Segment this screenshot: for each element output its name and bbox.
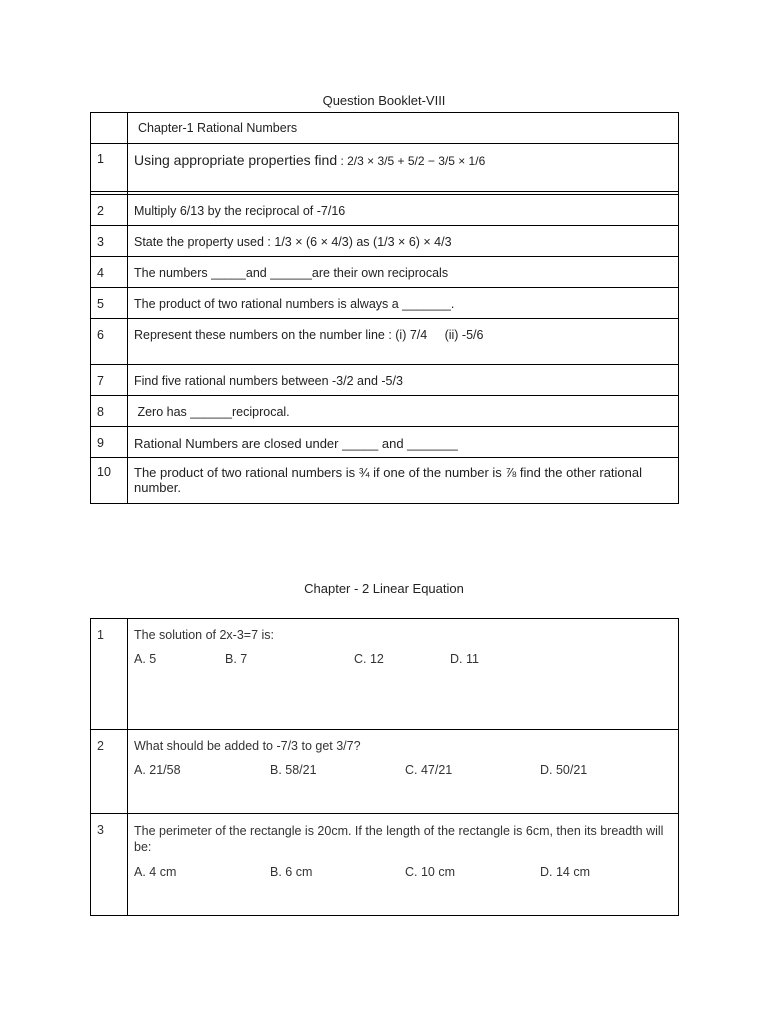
question-number: 1 [91,619,128,730]
header-num-cell [91,113,128,144]
question-text: The perimeter of the rectangle is 20cm. If the length of the rectangle is 6cm, then its breadth will be: [134,824,664,854]
table-row [91,226,679,257]
table-row [91,144,679,192]
question-text: The numbers _____and ______are their own reciprocals [128,257,679,288]
question-text: Zero has ______reciprocal. [128,396,679,427]
question-text: The solution of 2x-3=7 is: [134,628,275,642]
question-number: 3 [91,814,128,916]
question-text: What should be added to -7/3 to get 3/7? [134,739,361,753]
option-a: A. 5 [134,652,157,666]
question-text: Multiply 6/13 by the reciprocal of -7/16 [128,195,679,226]
answer-options [134,652,672,670]
question-number: 9 [91,427,128,458]
table-row [91,458,679,504]
question-number: 10 [91,458,128,504]
question-expression: : 2/3 × 3/5 + 5/2 − 3/5 × 1/6 [337,154,486,168]
booklet-title: Question Booklet-VIII [322,93,446,108]
question-number: 1 [91,144,128,192]
question-text: The product of two rational numbers is always a _______. [128,288,679,319]
question-text: Rational Numbers are closed under _____ and _______ [128,427,679,458]
chapter2-question-table [90,618,679,916]
table-row [91,257,679,288]
table-row [91,427,679,458]
option-d: D. 50/21 [540,763,588,777]
table-row [91,619,679,730]
question-number: 7 [91,365,128,396]
option-d: D. 14 cm [540,865,591,879]
table-row [91,195,679,226]
chapter1-question-table [90,112,679,504]
table-row [91,396,679,427]
option-c: C. 10 cm [405,865,456,879]
chapter1-heading: Chapter-1 Rational Numbers [128,113,679,144]
question-number: 2 [91,730,128,814]
question-text [128,144,679,192]
table-header-row [91,113,679,144]
option-a: A. 4 cm [134,865,177,879]
question-number: 6 [91,319,128,365]
option-b: B. 58/21 [270,763,317,777]
table-row [91,319,679,365]
option-b: B. 7 [225,652,248,666]
question-cell [128,814,679,916]
question-number: 4 [91,257,128,288]
table-row [91,730,679,814]
question-number: 8 [91,396,128,427]
question-number: 5 [91,288,128,319]
table-row [91,814,679,916]
question-text-main: Using appropriate properties find [134,152,338,168]
question-text: State the property used : 1/3 × (6 × 4/3) as (1/3 × 6) × 4/3 [128,226,679,257]
option-d: D. 11 [450,652,479,666]
question-text: Find five rational numbers between -3/2 and -5/3 [128,365,679,396]
table-row [91,288,679,319]
option-c: C. 12 [354,652,384,666]
question-number: 3 [91,226,128,257]
question-text: The product of two rational numbers is ¾ if one of the number is ⅞ find the other rational number. [128,458,679,504]
question-number: 2 [91,195,128,226]
option-c: C. 47/21 [405,763,453,777]
question-cell [128,730,679,814]
answer-options [134,865,672,883]
question-text: Represent these numbers on the number line : (i) 7/4 (ii) -5/6 [128,319,679,365]
table-row [91,365,679,396]
option-a: A. 21/58 [134,763,181,777]
option-b: B. 6 cm [270,865,313,879]
chapter2-title: Chapter - 2 Linear Equation [304,581,464,596]
question-cell [128,619,679,730]
answer-options [134,763,672,781]
